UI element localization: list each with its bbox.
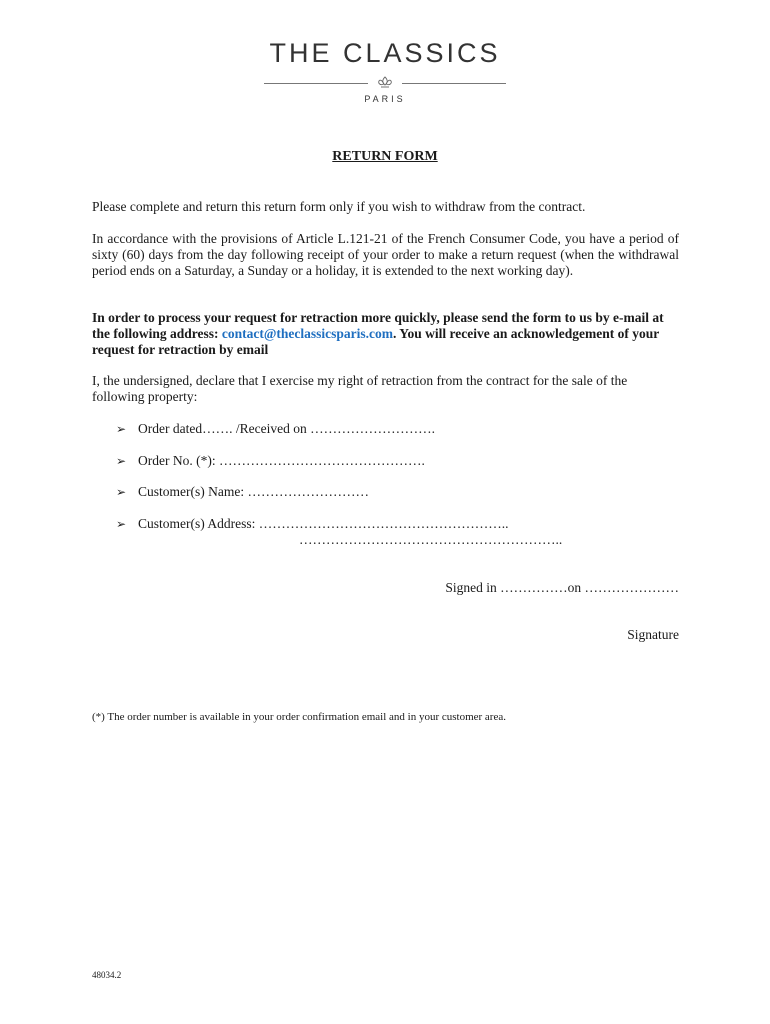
order-dated-text: Order dated……. /Received on ……………………….	[138, 421, 435, 436]
declaration-paragraph: I, the undersigned, declare that I exercise my right of retraction from the contract for the sale of the following property:	[92, 373, 628, 404]
notice-text-after: . You will receive an acknowledgement of your request for retraction by email	[92, 326, 660, 357]
logo-divider	[264, 76, 506, 90]
list-item-customer-address	[116, 516, 509, 532]
customer-name-text: Customer(s) Name: ………………………	[138, 484, 369, 499]
customer-address-text: Customer(s) Address: ………………………………………………..	[138, 516, 509, 531]
form-title: RETURN FORM	[332, 149, 438, 164]
list-item-customer-name	[116, 484, 369, 500]
signed-in-line: Signed in ……………on …………………	[445, 580, 679, 595]
footnote: (*) The order number is available in your order confirmation email and in your customer area.	[92, 711, 506, 723]
contact-email-link[interactable]: contact@theclassicsparis.com	[221, 326, 394, 341]
arrow-bullet-icon: ➢	[116, 454, 127, 468]
notice-text-before: In order to process your request for retraction more quickly, please send the form to us by e-mail at the following address:	[92, 310, 664, 341]
list-item-order-no	[116, 453, 425, 469]
logo-subtitle: PARIS	[364, 94, 406, 104]
accordance-paragraph: In accordance with the provisions of Article L.121-21 of the French Consumer Code, you have a period of sixty (60) days from the day following receipt of your order to make a return request (when the withdrawal period ends on a Saturday, a Sunday or a holiday, it is extended to the next working day).	[92, 231, 679, 278]
order-no-text: Order No. (*): ……………………………………….	[138, 453, 425, 468]
intro-paragraph: Please complete and return this return form only if you wish to withdraw from the contract.	[92, 199, 586, 214]
notice-paragraph	[92, 310, 679, 358]
arrow-bullet-icon: ➢	[116, 485, 127, 499]
list-item-order-dated	[116, 421, 435, 437]
signature-label: Signature	[627, 627, 679, 642]
arrow-bullet-icon: ➢	[116, 422, 127, 436]
logo-title: THE CLASSICS	[269, 38, 501, 68]
brand-logo	[0, 36, 770, 104]
customer-address-continuation: …………………………………………………..	[299, 532, 563, 547]
arrow-bullet-icon: ➢	[116, 517, 127, 531]
document-code: 48034.2	[92, 970, 122, 980]
fleur-emblem-icon	[375, 76, 395, 90]
